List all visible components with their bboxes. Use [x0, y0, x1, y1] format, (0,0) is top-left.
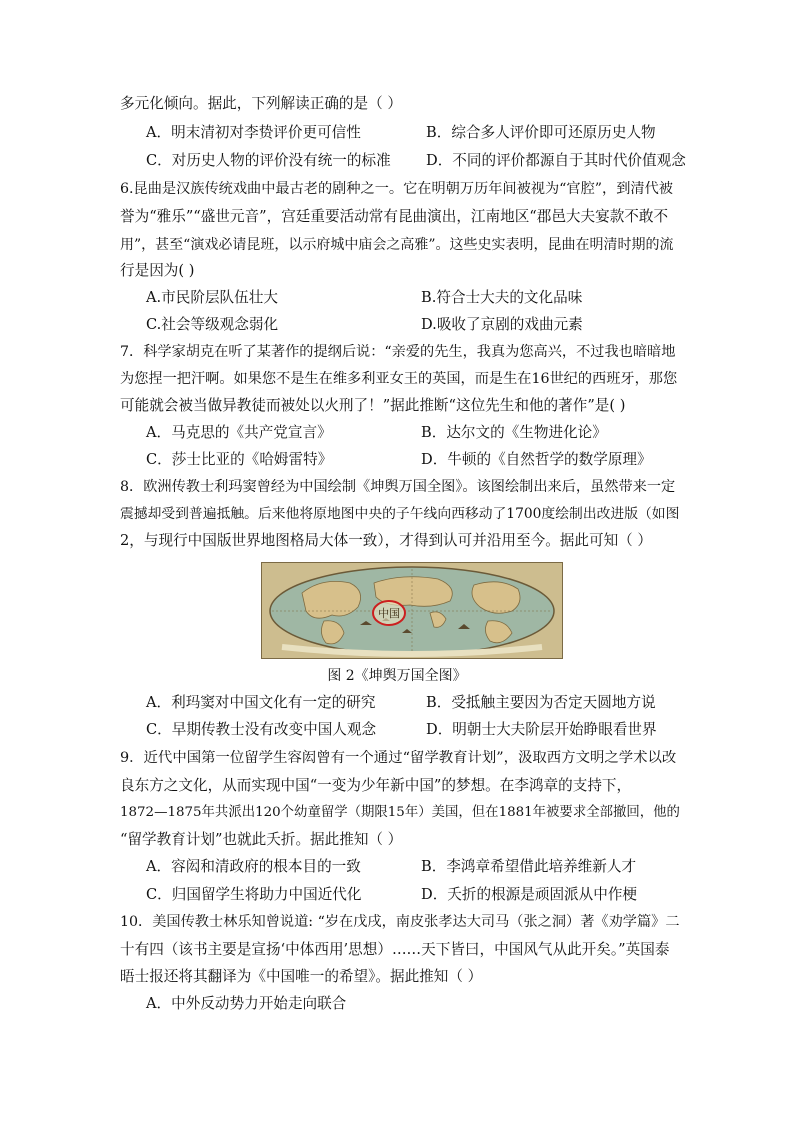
q10-stem-line: 晤士报还将其翻译为《中国唯一的希望》。据此推知（ ）: [120, 968, 483, 985]
q6-option-a: A.市民阶层队伍壮大: [146, 289, 278, 306]
q7-option-a: A．马克思的《共产党宣言》: [146, 424, 332, 441]
world-map-image: [261, 562, 563, 659]
q7-stem-line: 可能就会被当做异教徒而被处以火刑了！”据此推断“这位先生和他的著作”是( ): [120, 397, 626, 414]
q9-option-b: B．李鸿章希望借此培养维新人才: [421, 858, 637, 875]
q5-option-c: C．对历史人物的评价没有统一的标准: [146, 152, 391, 169]
map-illustration: [262, 563, 562, 658]
q9-stem-line: 良东方之文化，从而实现中国“一变为少年新中国”的梦想。在李鸿章的支持下，: [120, 777, 632, 794]
q6-stem-line: 行是因为( ): [120, 262, 195, 279]
q10-stem-line: 10．美国传教士林乐知曾说道: “岁在戊戌，南皮张孝达大司马（张之洞）著《劝学篇》二: [120, 914, 680, 930]
q6-option-c: C.社会等级观念弱化: [146, 316, 279, 333]
q9-option-a: A．容闳和清政府的根本目的一致: [146, 858, 361, 875]
q8-option-c: C．早期传教士没有改变中国人观念: [146, 721, 377, 738]
q9-stem-line: “留学教育计划”也就此夭折。据此推知（ ）: [120, 831, 403, 848]
q5-option-a: A．明末清初对李贽评价更可信性: [146, 124, 361, 141]
q9-stem-line: 1872—1875年共派出120个幼童留学（期限15年）美国，但在1881年被要求全部撤回，他的: [120, 805, 680, 820]
q6-option-b: B.符合士大夫的文化品味: [421, 289, 583, 306]
q8-option-a: A．利玛窦对中国文化有一定的研究: [146, 694, 376, 711]
q7-option-c: C．莎士比亚的《哈姆雷特》: [146, 451, 333, 468]
q7-stem-line: 7．科学家胡克在听了某著作的提纲后说：“亲爱的先生，我真为您高兴，不过我也暗暗地: [120, 344, 676, 360]
q6-stem-line: 6.昆曲是汉族传统戏曲中最古老的剧种之一。它在明朝万历年间被视为“官腔”，到清代被: [120, 181, 673, 197]
q10-option-a: A．中外反动势力开始走向联合: [146, 995, 347, 1012]
q9-option-d: D．夭折的根源是顽固派从中作梗: [421, 886, 638, 903]
china-label: 中国: [378, 607, 400, 620]
q6-option-d: D.吸收了京剧的戏曲元素: [421, 316, 583, 333]
q6-stem-line: 用”，甚至“演戏必请昆班，以示府城中庙会之高雅”。这些史实表明，昆曲在明清时期的流: [120, 237, 674, 253]
q8-stem-line: 2，与现行中国版世界地图格局大体一致），才得到认可并沿用至今。据此可知（ ）: [120, 532, 653, 549]
q7-option-d: D．牛顿的《自然哲学的数学原理》: [421, 451, 652, 468]
q6-stem-line: 誉为“雅乐”“盛世元音”，宫廷重要活动常有昆曲演出，江南地区“郡邑大夫宴款不敢不: [120, 208, 669, 225]
q5-option-d: D．不同的评价都源自于其时代价值观念: [426, 152, 686, 169]
figure-caption: 图 2《坤舆万国全图》: [327, 668, 467, 684]
q7-option-b: B．达尔文的《生物进化论》: [421, 424, 607, 441]
q9-option-c: C．归国留学生将助力中国近代化: [146, 886, 362, 903]
q5-option-b: B．综合多人评价即可还原历史人物: [426, 124, 656, 141]
q9-stem-line: 9．近代中国第一位留学生容闳曾有一个通过“留学教育计划”，汲取西方文明之学术以改: [120, 750, 677, 766]
q8-stem-line: 震撼却受到普遍抵触。后来他将原地图中央的子午线向西移动了1700度绘制出改进版（如图: [120, 506, 680, 522]
q8-stem-line: 8．欧洲传教士利玛窦曾经为中国绘制《坤舆万国全图》。该图绘制出来后，虽然带来一定: [120, 479, 676, 495]
q10-stem-line: 十有四（该书主要是宣扬‘中体西用’思想）……天下皆曰，中国风气从此开矣。”英国泰: [120, 941, 670, 958]
q5-stem: 多元化倾向。据此，下列解读正确的是（ ）: [120, 95, 402, 112]
q7-stem-line: 为您捏一把汗啊。如果您不是生在维多利亚女王的英国，而是生在16世纪的西班牙，那您: [120, 371, 678, 387]
q8-option-d: D．明朝士大夫阶层开始睁眼看世界: [426, 721, 657, 738]
q8-option-b: B．受抵触主要因为否定天圆地方说: [426, 694, 656, 711]
